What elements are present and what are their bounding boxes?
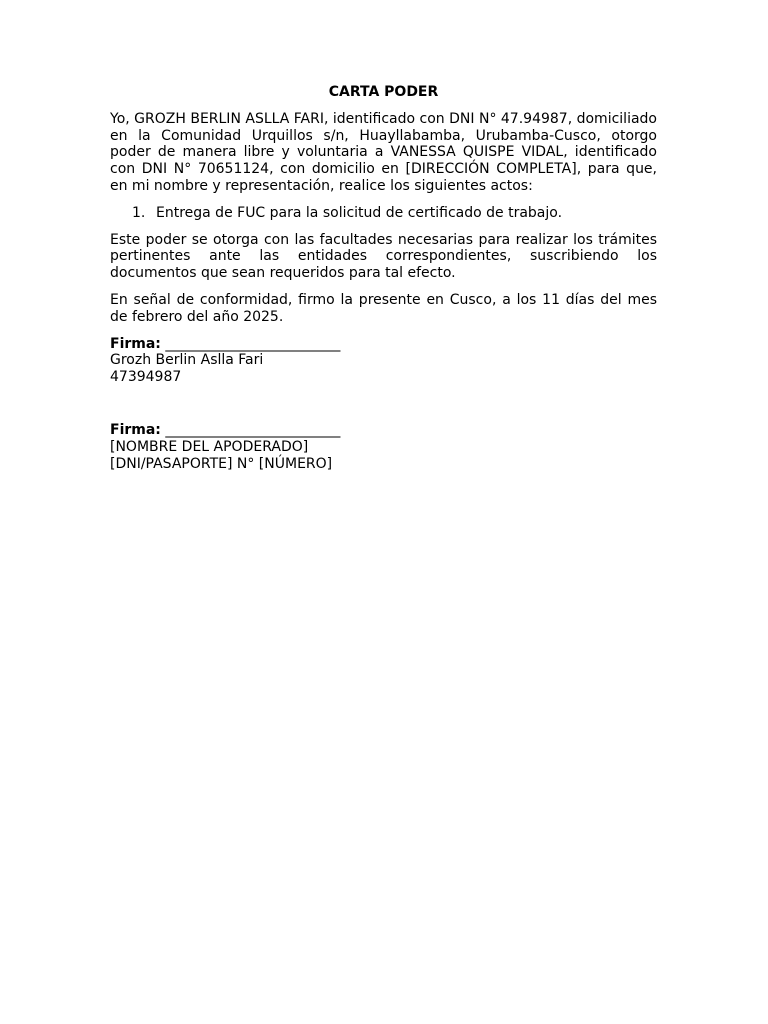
- signature-line: [110, 336, 657, 353]
- list-item: [110, 205, 657, 222]
- grantor-id: 47394987: [110, 369, 182, 386]
- opening-paragraph: Yo, GROZH BERLIN ASLLA FARI, identificado con DNI N° 47.94987, domiciliado en la Comunidad Urquillos s/n, Huayllabamba, Urubamba-Cusco, otorgo poder de manera libre y voluntaria a VANESSA QUISPE VIDAL, identificado con DNI N° 70651124, con domicilio en [DIRECCIÓN COMPLETA], para que, en mi nombre y representación, realice los siguientes actos:: [110, 110, 657, 194]
- document-page: [110, 84, 657, 472]
- signature-line: [110, 422, 657, 439]
- conformity-paragraph: En señal de conformidad, firmo la presente en Cusco, a los 11 días del mes de febrero del año 2025.: [110, 291, 657, 325]
- signature-underline: _________________________: [160, 335, 341, 352]
- list-item-text: Entrega de FUC para la solicitud de certificado de trabajo.: [156, 204, 563, 221]
- signature-label: Firma:: [110, 335, 161, 352]
- signature-label: Firma:: [110, 421, 161, 438]
- grantor-signature-block: [110, 336, 657, 386]
- grantor-name: Grozh Berlin Aslla Fari: [110, 352, 264, 369]
- list-item-number: 1.: [132, 204, 146, 221]
- attorney-id: [DNI/PASAPORTE] N° [NÚMERO]: [110, 455, 333, 472]
- attorney-name: [NOMBRE DEL APODERADO]: [110, 438, 309, 455]
- powers-paragraph: Este poder se otorga con las facultades necesarias para realizar los trámites pertinentes ante las entidades correspondientes, suscribiendo los documentos que sean requeridos para tal efecto.: [110, 231, 657, 282]
- acts-list: [110, 205, 657, 222]
- document-title: CARTA PODER: [328, 84, 439, 100]
- attorney-signature-block: [110, 422, 657, 472]
- signature-underline: _________________________: [160, 421, 341, 438]
